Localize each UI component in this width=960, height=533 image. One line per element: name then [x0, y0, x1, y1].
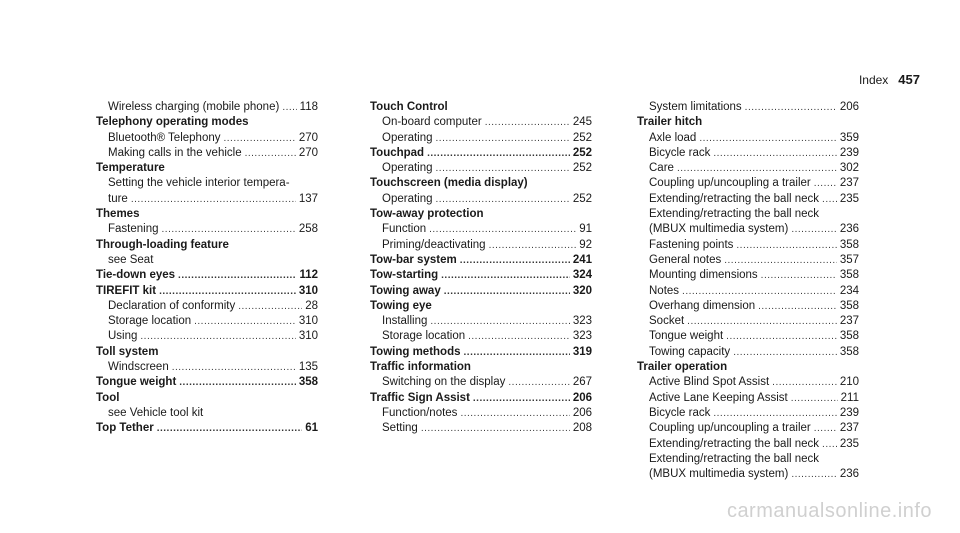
leader-dots [682, 284, 837, 299]
leader-dots [178, 268, 296, 283]
index-entry [370, 268, 592, 283]
entry-text: Fastening points [649, 238, 734, 251]
leader-dots [421, 421, 570, 436]
entry-text: Making calls in the vehicle [108, 146, 242, 159]
entry-text: Tongue weight [649, 330, 724, 343]
index-entry [96, 391, 318, 406]
entry-text: Overhang dimension [649, 299, 756, 312]
leader-dots [436, 192, 570, 207]
entry-page: 310 [298, 330, 318, 343]
entry-text: Traffic Sign Assist [370, 391, 470, 404]
entry-text: Operating [382, 192, 433, 205]
leader-dots [699, 131, 837, 146]
leader-dots [745, 100, 837, 115]
index-entry [370, 375, 592, 390]
entry-text: Coupling up/uncoupling a trailer [649, 177, 811, 190]
index-entry [637, 406, 859, 421]
entry-page: 118 [299, 101, 318, 113]
entry-page: 310 [298, 315, 318, 328]
index-entry [637, 100, 859, 115]
entry-text: Extending/retracting the ball neck [649, 437, 820, 450]
leader-dots [473, 391, 570, 406]
leader-dots [460, 253, 570, 268]
index-entry [96, 146, 318, 161]
index-entry [96, 131, 318, 146]
entry-text: Tie-down eyes [96, 269, 176, 282]
index-entry [637, 314, 859, 329]
entry-page: 211 [840, 391, 859, 404]
entry-text: Setting the vehicle interior tempera- [108, 177, 290, 190]
entry-page: 235 [839, 192, 859, 205]
entry-page: 137 [298, 192, 318, 205]
index-entry [370, 207, 592, 222]
leader-dots [713, 146, 836, 161]
index-entry [96, 161, 318, 176]
index-entry [370, 100, 592, 115]
leader-dots [508, 375, 569, 390]
leader-dots [468, 329, 570, 344]
entry-page: 92 [579, 238, 592, 251]
leader-dots [429, 222, 576, 237]
entry-page: 358 [839, 330, 859, 343]
leader-dots [677, 161, 837, 176]
entry-text: Storage location [382, 330, 466, 343]
entry-text: Care [649, 162, 674, 175]
entry-text: Operating [382, 162, 433, 175]
index-entry [370, 360, 592, 375]
entry-text: Traffic information [370, 361, 471, 374]
entry-text: Tow-away protection [370, 208, 484, 221]
entry-page: 235 [839, 437, 859, 450]
entry-text: Touchpad [370, 146, 425, 159]
index-entry [370, 192, 592, 207]
index-entry [96, 345, 318, 360]
entry-text: Active Lane Keeping Assist [649, 391, 788, 404]
entry-text: Bicycle rack [649, 406, 711, 419]
index-entry [96, 268, 318, 283]
index-entry [370, 238, 592, 253]
leader-dots [489, 238, 577, 253]
index-entry [637, 268, 859, 283]
leader-dots [726, 329, 837, 344]
entry-text: Trailer hitch [637, 116, 703, 129]
leader-dots [724, 253, 837, 268]
entry-page: 270 [298, 131, 318, 144]
index-entry [370, 253, 592, 268]
leader-dots [157, 421, 302, 436]
leader-dots [791, 467, 837, 482]
entry-page: 267 [572, 376, 592, 389]
entry-text: (MBUX multimedia system) [649, 468, 789, 481]
index-column-3 [637, 100, 859, 482]
index-entry [370, 314, 592, 329]
entry-text: Bluetooth® Telephony [108, 131, 221, 144]
entry-text: Tongue weight [96, 376, 177, 389]
entry-text: Setting [382, 422, 418, 435]
entry-text: Function/notes [382, 406, 458, 419]
leader-dots [436, 161, 570, 176]
entry-page: 323 [572, 315, 592, 328]
entry-page: 358 [839, 238, 859, 251]
leader-dots [814, 176, 837, 191]
entry-text: Extending/retracting the ball neck [649, 208, 820, 221]
index-entry [370, 406, 592, 421]
index-entry [637, 222, 859, 237]
entry-page: 236 [839, 468, 859, 481]
entry-text: Priming/deactivating [382, 238, 486, 251]
index-column-1 [96, 100, 318, 437]
index-entry [637, 284, 859, 299]
entry-text: Trailer operation [637, 361, 728, 374]
leader-dots [140, 329, 295, 344]
leader-dots [131, 192, 296, 207]
entry-text: Coupling up/uncoupling a trailer [649, 422, 811, 435]
entry-text: Telephony operating modes [96, 116, 249, 129]
index-entry [370, 115, 592, 130]
entry-text: Toll system [96, 345, 159, 358]
leader-dots [436, 131, 570, 146]
entry-page: 208 [572, 422, 592, 435]
index-entry [637, 192, 859, 207]
index-entry [637, 360, 859, 375]
index-entry [637, 161, 859, 176]
entry-page: 358 [839, 299, 859, 312]
index-entry [96, 207, 318, 222]
entry-text: Towing away [370, 284, 441, 297]
entry-text: Notes [649, 284, 680, 297]
entry-page: 252 [572, 192, 592, 205]
index-entry [370, 329, 592, 344]
entry-text: Themes [96, 208, 140, 221]
entry-page: 358 [839, 269, 859, 282]
entry-text: Storage location [108, 315, 192, 328]
entry-text: Using [108, 330, 138, 343]
entry-text: Active Blind Spot Assist [649, 376, 770, 389]
entry-page: 302 [839, 162, 859, 175]
entry-page: 210 [839, 376, 859, 389]
entry-text: Extending/retracting the ball neck [649, 192, 820, 205]
leader-dots [814, 421, 837, 436]
entry-text: Wireless charging (mobile phone) [108, 101, 280, 113]
entry-page: 112 [299, 269, 318, 282]
entry-text: TIREFIT kit [96, 284, 157, 297]
leader-dots [758, 299, 837, 314]
entry-text: Through-loading feature [96, 238, 229, 251]
entry-page: 239 [839, 146, 859, 159]
entry-text: Tow-bar system [370, 253, 457, 266]
leader-dots [713, 406, 836, 421]
entry-page: 237 [839, 177, 859, 190]
leader-dots [179, 375, 296, 390]
entry-page: 234 [839, 284, 859, 297]
index-entry [637, 452, 859, 467]
index-entry [96, 406, 318, 421]
leader-dots [733, 345, 837, 360]
index-entry [96, 314, 318, 329]
entry-page: 310 [298, 284, 318, 297]
index-entry [96, 115, 318, 130]
entry-text: General notes [649, 253, 722, 266]
entry-page: 245 [572, 116, 592, 129]
index-entry [96, 176, 318, 191]
entry-page: 359 [839, 131, 859, 144]
entry-text: Bicycle rack [649, 146, 711, 159]
entry-page: 358 [298, 376, 318, 389]
entry-page: 91 [579, 223, 592, 236]
index-entry [370, 146, 592, 161]
entry-page: 61 [305, 422, 318, 435]
leader-dots [162, 222, 296, 237]
leader-dots [223, 131, 295, 146]
leader-dots [791, 391, 838, 406]
entry-text: Fastening [108, 223, 159, 236]
entry-page: 135 [298, 361, 318, 374]
page-number: 457 [898, 72, 920, 87]
index-entry [370, 421, 592, 436]
index-entry [96, 238, 318, 253]
index-entry [370, 391, 592, 406]
leader-dots [159, 284, 296, 299]
leader-dots [485, 115, 570, 130]
index-entry [96, 375, 318, 390]
index-entry [96, 299, 318, 314]
entry-page: 357 [839, 253, 859, 266]
leader-dots [245, 146, 296, 161]
index-entry [637, 238, 859, 253]
leader-dots [194, 314, 296, 329]
index-entry [370, 284, 592, 299]
entry-text: Extending/retracting the ball neck [649, 452, 820, 465]
leader-dots [822, 437, 837, 452]
entry-page: 28 [305, 299, 318, 312]
index-entry [637, 329, 859, 344]
leader-dots [772, 375, 837, 390]
leader-dots [172, 360, 296, 375]
entry-text: Temperature [96, 162, 165, 175]
entry-text: Touchscreen (media display) [370, 177, 528, 190]
entry-page: 320 [572, 284, 592, 297]
index-entry [96, 284, 318, 299]
index-entry [370, 345, 592, 360]
leader-dots [736, 238, 836, 253]
entry-page: 206 [572, 391, 592, 404]
entry-text: Declaration of conformity [108, 299, 236, 312]
entry-page: 206 [839, 101, 859, 113]
index-entry [96, 421, 318, 436]
entry-page: 258 [298, 223, 318, 236]
leader-dots [464, 345, 570, 360]
entry-page: 324 [572, 269, 592, 282]
index-entry [637, 131, 859, 146]
entry-text: Axle load [649, 131, 697, 144]
index-entry [637, 375, 859, 390]
entry-page: 241 [572, 253, 592, 266]
entry-text: see Vehicle tool kit [108, 406, 204, 419]
entry-text: Towing capacity [649, 345, 731, 358]
entry-text: (MBUX multimedia system) [649, 223, 789, 236]
index-entry [370, 161, 592, 176]
index-entry [637, 467, 859, 482]
entry-page: 252 [572, 162, 592, 175]
index-entry [637, 345, 859, 360]
entry-page: 237 [839, 422, 859, 435]
entry-text: Towing eye [370, 299, 432, 312]
index-column-2 [370, 100, 592, 437]
leader-dots [282, 100, 296, 115]
entry-page: 252 [572, 131, 592, 144]
leader-dots [427, 146, 570, 161]
entry-page: 358 [839, 345, 859, 358]
entry-text: Tow-starting [370, 269, 439, 282]
index-entry [637, 421, 859, 436]
index-entry [637, 146, 859, 161]
leader-dots [822, 192, 837, 207]
entry-text: ture [108, 192, 128, 205]
index-entry [96, 253, 318, 268]
index-entry [96, 192, 318, 207]
leader-dots [761, 268, 837, 283]
index-entry [96, 222, 318, 237]
index-entry [370, 222, 592, 237]
index-entry [370, 176, 592, 191]
index-entry [637, 115, 859, 130]
index-entry [637, 437, 859, 452]
entry-text: System limitations [649, 101, 742, 113]
index-entry [96, 100, 318, 115]
entry-page: 206 [572, 406, 592, 419]
entry-page: 237 [839, 315, 859, 328]
leader-dots [441, 268, 570, 283]
entry-text: Top Tether [96, 422, 154, 435]
header-label: Index [858, 73, 889, 87]
entry-text: Function [382, 223, 427, 236]
watermark: carmanualsonline.info [726, 500, 932, 522]
index-entry [96, 329, 318, 344]
entry-page: 236 [839, 223, 859, 236]
index-entry [637, 253, 859, 268]
entry-text: Installing [382, 315, 428, 328]
page-header [859, 72, 920, 87]
entry-text: Touch Control [370, 101, 448, 113]
index-entry [637, 299, 859, 314]
entry-text: Towing methods [370, 345, 461, 358]
index-entry [370, 299, 592, 314]
entry-page: 270 [298, 146, 318, 159]
index-entry [96, 360, 318, 375]
entry-text: Operating [382, 131, 433, 144]
leader-dots [430, 314, 569, 329]
entry-page: 239 [839, 406, 859, 419]
index-entry [370, 131, 592, 146]
entry-text: Mounting dimensions [649, 269, 758, 282]
index-entry [637, 176, 859, 191]
entry-text: Switching on the display [382, 376, 506, 389]
entry-text: Tool [96, 391, 120, 404]
index-entry [637, 391, 859, 406]
leader-dots [687, 314, 837, 329]
leader-dots [238, 299, 302, 314]
entry-text: Windscreen [108, 361, 169, 374]
entry-page: 323 [572, 330, 592, 343]
leader-dots [444, 284, 570, 299]
entry-text: On-board computer [382, 116, 482, 129]
entry-page: 319 [572, 345, 592, 358]
leader-dots [460, 406, 569, 421]
index-entry [637, 207, 859, 222]
entry-text: Socket [649, 315, 685, 328]
leader-dots [791, 222, 837, 237]
entry-text: see Seat [108, 253, 154, 266]
entry-page: 252 [572, 146, 592, 159]
